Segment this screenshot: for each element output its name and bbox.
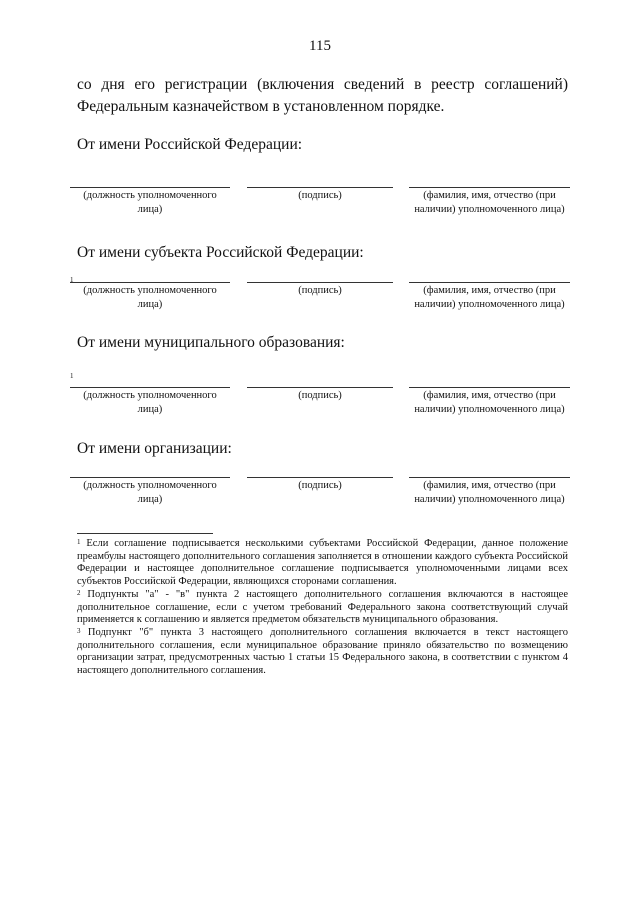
signature-line-signature <box>247 282 393 298</box>
signature-line-full-name <box>409 187 570 217</box>
signature-line-full-name <box>409 387 570 417</box>
signature-line-position <box>70 477 230 507</box>
footnote-marker: 1 <box>70 276 74 284</box>
caption-signature: (подпись) <box>298 190 342 201</box>
footnote-text: Подпункты "а" - "в" пункта 2 настоящего дополнительного соглашения включаются в настоящее дополнительное соглашение, если с учетом требований Федерального закона соответствующий случай применяется к соглашению и является предметом обязательств муниципального образования. <box>77 588 568 626</box>
section-heading-organization: От имени организации: <box>77 440 232 457</box>
caption-position: (должность уполномоченного лица) <box>83 190 217 215</box>
caption-position: (должность уполномоченного лица) <box>83 390 217 415</box>
section-heading-russian-federation: От имени Российской Федерации: <box>77 136 303 153</box>
signature-line-full-name <box>409 477 570 507</box>
signature-line-signature <box>247 187 393 203</box>
footnotes <box>77 538 568 678</box>
caption-full-name: (фамилия, имя, отчество (при наличии) уполномоченного лица) <box>414 480 565 505</box>
caption-full-name: (фамилия, имя, отчество (при наличии) уполномоченного лица) <box>414 285 565 310</box>
caption-full-name: (фамилия, имя, отчество (при наличии) уполномоченного лица) <box>414 390 565 415</box>
footnote-text: Подпункт "б" пункта 3 настоящего дополнительного соглашения включается в текст настоящего дополнительного соглашения, если муниципальное образование приняло обязательство по возмещению организации затрат, предусмотренных частью 1 статьи 15 Федерального закона, в соответствии с пунктом 4 настоящего дополнительного соглашения. <box>77 626 569 677</box>
signature-line-full-name <box>409 282 570 312</box>
caption-position: (должность уполномоченного лица) <box>83 480 217 505</box>
signature-line-signature <box>247 387 393 403</box>
intro-paragraph: со дня его регистрации (включения сведений в реестр соглашений) Федеральным казначейством в установленном порядке. <box>77 76 568 115</box>
footnote-number: 1 <box>77 538 81 546</box>
caption-position: (должность уполномоченного лица) <box>83 285 217 310</box>
footnote-3 <box>77 627 568 678</box>
caption-signature: (подпись) <box>298 285 342 296</box>
signature-line-position <box>70 387 230 417</box>
footnote-number: 3 <box>77 626 81 635</box>
signature-line-position <box>70 187 230 217</box>
section-heading-subject: От имени субъекта Российской Федерации: <box>77 244 364 261</box>
footnote-number: 2 <box>77 588 81 597</box>
footnote-2 <box>77 589 568 627</box>
footnote-marker: 1 <box>70 372 74 380</box>
footnote-text: Если соглашение подписывается несколькими субъектами Российской Федерации, данное положение преамбулы настоящего дополнительного соглашения заполняется в отношении каждого субъекта Российской Федерации и настоящее дополнительное соглашение подписывается уполномоченными лицами всех субъектов Российской Федерации, являющихся сторонами соглашения. <box>77 538 569 588</box>
signature-line-signature <box>247 477 393 493</box>
signature-line-position <box>70 282 230 312</box>
footnote-1 <box>77 538 568 589</box>
page-number: 115 <box>309 38 331 54</box>
signature-block-organization <box>70 477 570 547</box>
section-heading-municipality: От имени муниципального образования: <box>77 334 345 351</box>
footnote-divider <box>77 533 213 534</box>
caption-signature: (подпись) <box>298 390 342 401</box>
caption-full-name: (фамилия, имя, отчество (при наличии) уполномоченного лица) <box>414 190 565 215</box>
caption-signature: (подпись) <box>298 480 342 491</box>
